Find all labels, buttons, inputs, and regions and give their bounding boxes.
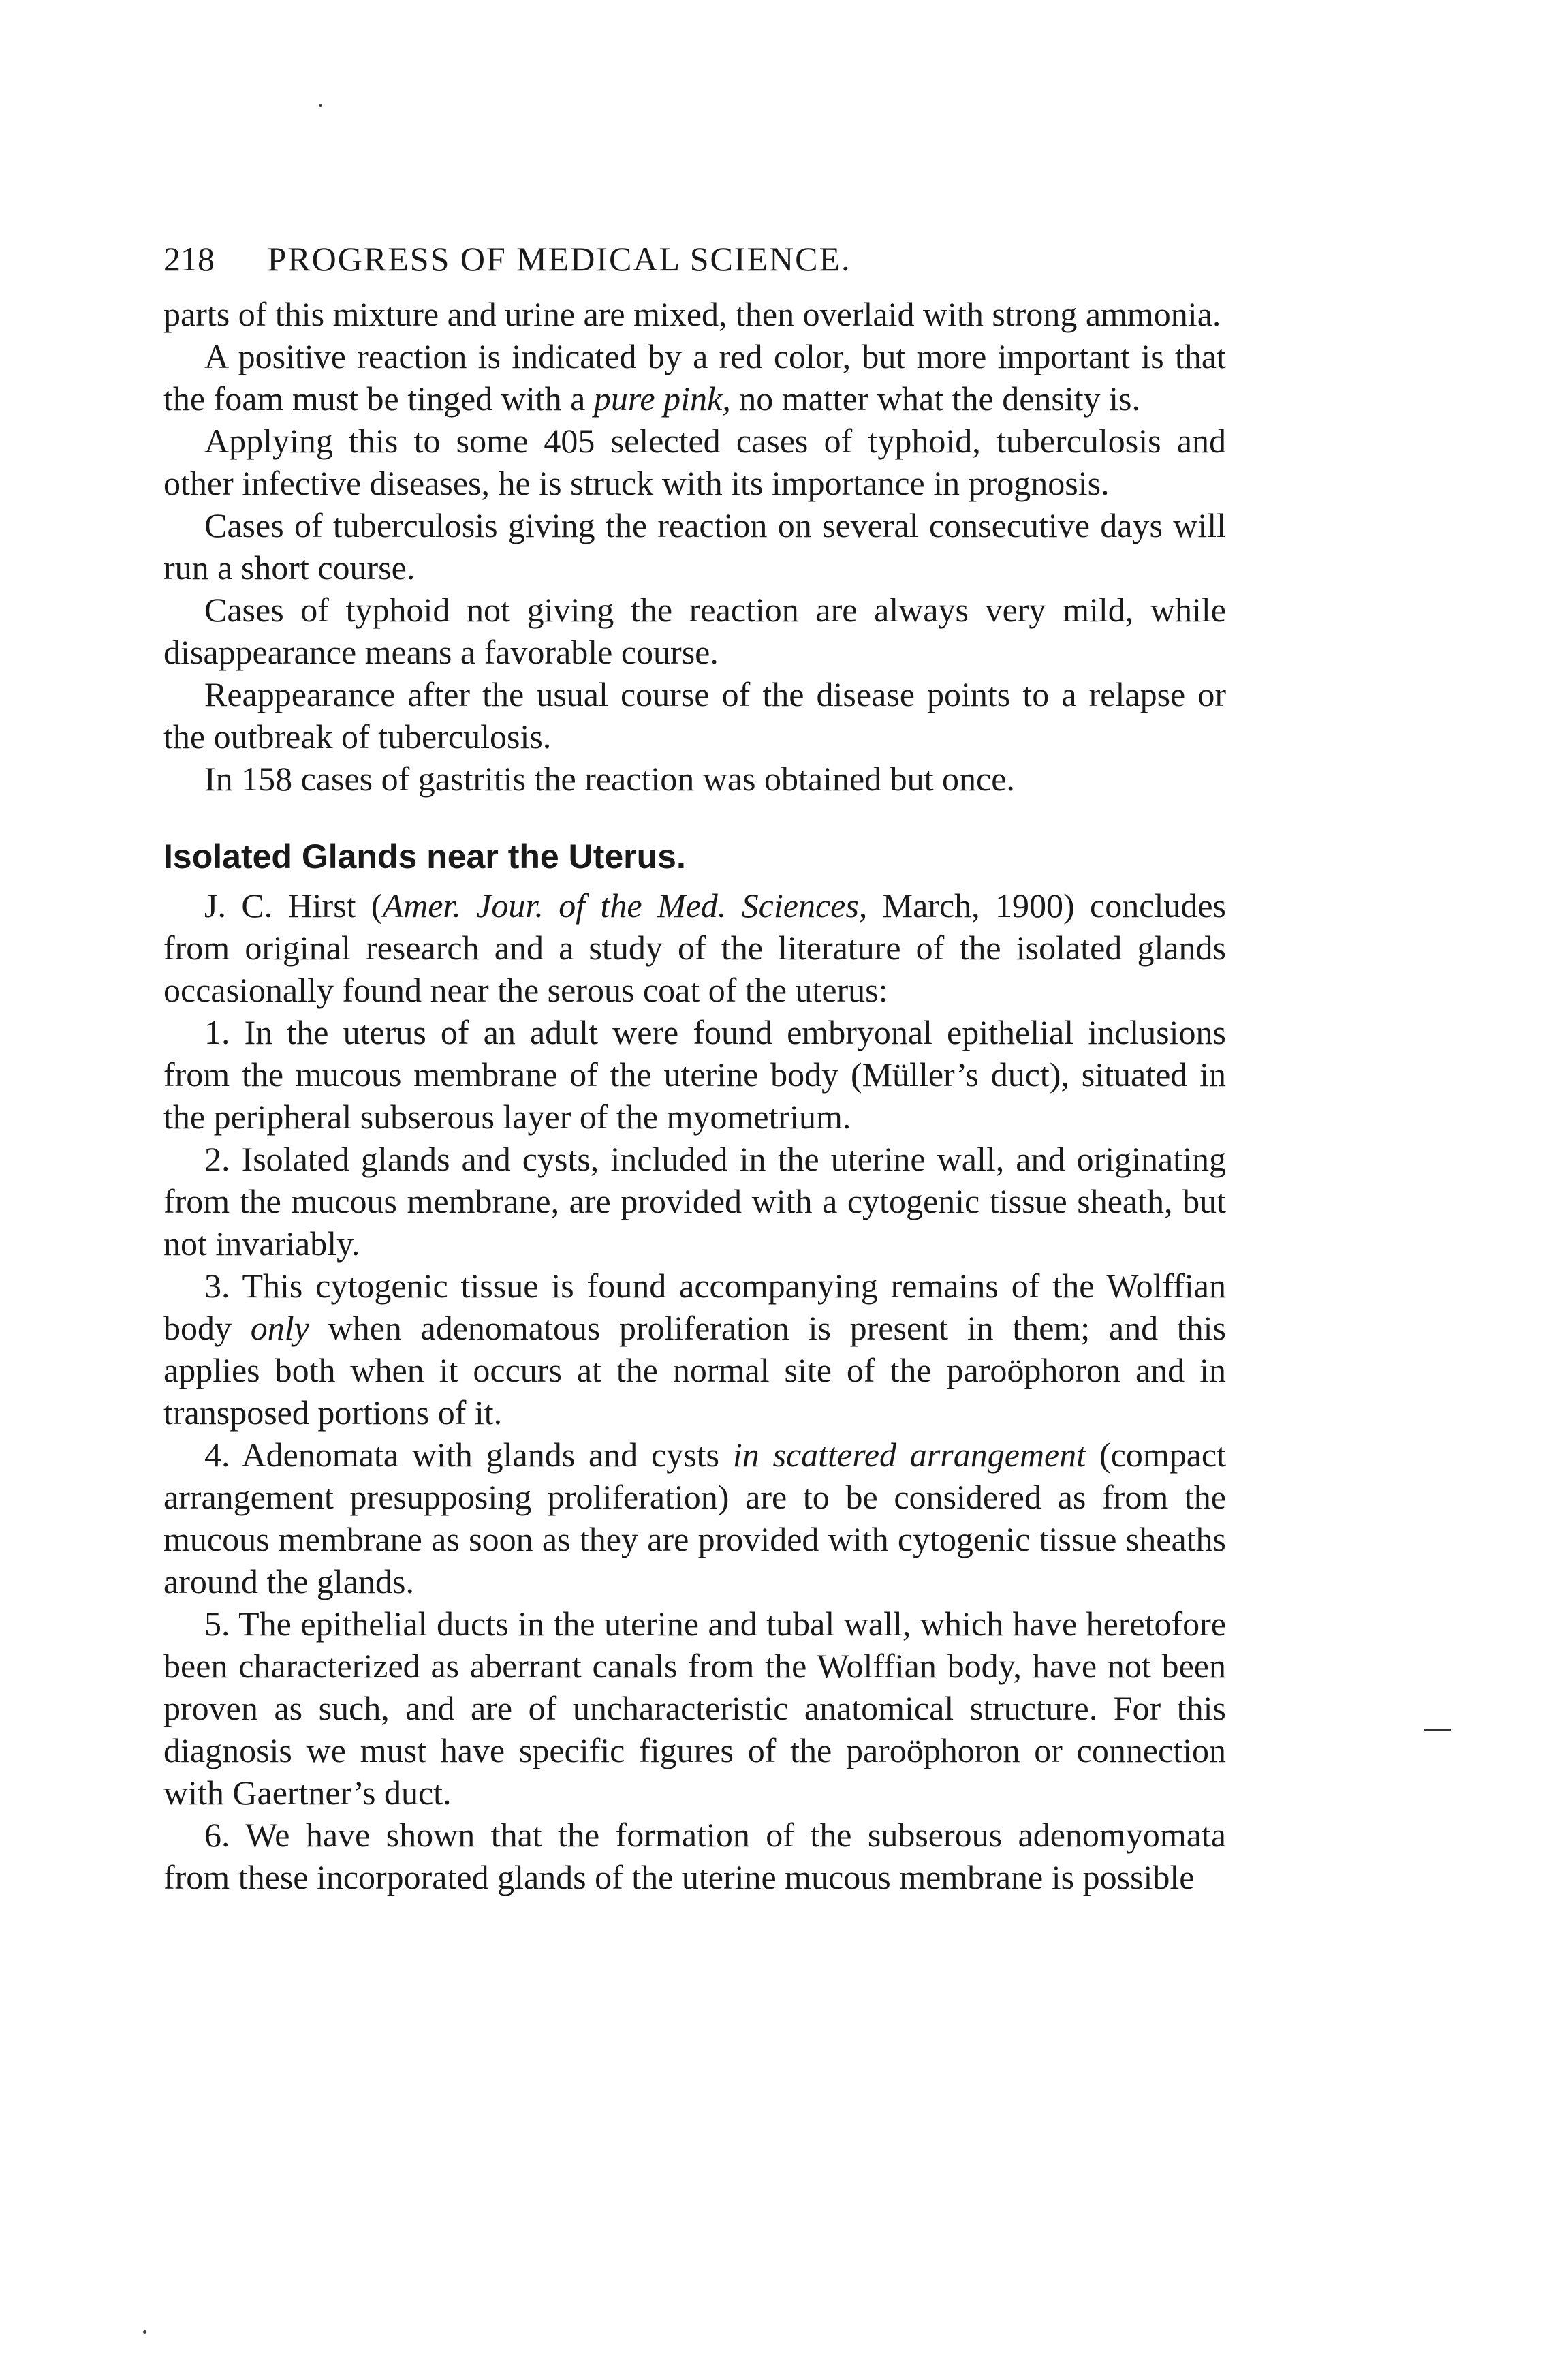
section-heading: Isolated Glands near the Uterus. (163, 837, 686, 876)
paragraph: A positive reaction is indicated by a red color, but more important is that the foam must be tinged with a pure pink, no matter what the density is. (163, 337, 1226, 418)
scan-speck (319, 104, 322, 107)
paragraph: parts of this mixture and urine are mixed, then overlaid with strong ammonia. (163, 295, 1221, 333)
paragraph: Cases of typhoid not giving the reaction are always very mild, while disappearance means a favorable course. (163, 591, 1226, 671)
paragraph: In 158 cases of gastritis the reaction was obtained but once. (204, 760, 1015, 798)
list-item: 5. The epithelial ducts in the uterine and tubal wall, which have heretofore been characterized as aberrant canals from the Wolffian body, have not been proven as such, and are of uncharacteristic anatomical structure. For this diagnosis we must have specific figures of the paroöphoron or connection with Gaertner’s duct. (163, 1605, 1226, 1812)
paragraph: Reappearance after the usual course of the disease points to a relapse or the outbreak of tuberculosis. (163, 675, 1226, 756)
list-item: 1. In the uterus of an adult were found embryonal epithelial inclusions from the mucous membrane of the uterine body (Müller’s duct), situated in the peripheral subserous layer of the myometrium. (163, 1013, 1226, 1136)
page-body (163, 293, 1226, 1898)
list-item: 2. Isolated glands and cysts, included in the uterine wall, and originating from the mucous membrane, are provided with a cytogenic tissue sheath, but not invariably. (163, 1140, 1226, 1263)
scan-speck (143, 2330, 146, 2334)
page-header (163, 238, 1226, 279)
section-intro: J. C. Hirst (Amer. Jour. of the Med. Sciences, March, 1900) concludes from original research and a study of the literature of the isolated glands occasionally found near the serous coat of the uterus: (163, 886, 1226, 1009)
running-title: PROGRESS OF MEDICAL SCIENCE. (267, 240, 851, 278)
emphasis: only (250, 1309, 309, 1347)
list-item: 6. We have shown that the formation of the subserous adenomyomata from these incorporated glands of the uterine mucous membrane is possible (163, 1816, 1226, 1896)
journal-title: Amer. Jour. of the Med. Sciences, (382, 886, 868, 925)
list-item: 3. This cytogenic tissue is found accompanying remains of the Wolffian body only when adenomatous proliferation is present in them; and this applies both when it occurs at the normal site of the paroöphoron and in transposed portions of it. (163, 1267, 1227, 1432)
margin-mark (1424, 1729, 1451, 1731)
emphasis: pure pink, (593, 380, 731, 418)
list-item: 4. Adenomata with glands and cysts in scattered arrangement (compact arrangement presupposing proliferation) are to be considered as from the mucous membrane as soon as they are provided with cytogenic tissue sheaths around the glands. (163, 1436, 1227, 1600)
paragraph: Applying this to some 405 selected cases of typhoid, tuberculosis and other infective diseases, he is struck with its importance in prognosis. (163, 422, 1226, 502)
paragraph: Cases of tuberculosis giving the reaction on several consecutive days will run a short course. (163, 506, 1226, 587)
emphasis: in scattered arrangement (732, 1436, 1086, 1474)
page-number: 218 (163, 240, 215, 278)
